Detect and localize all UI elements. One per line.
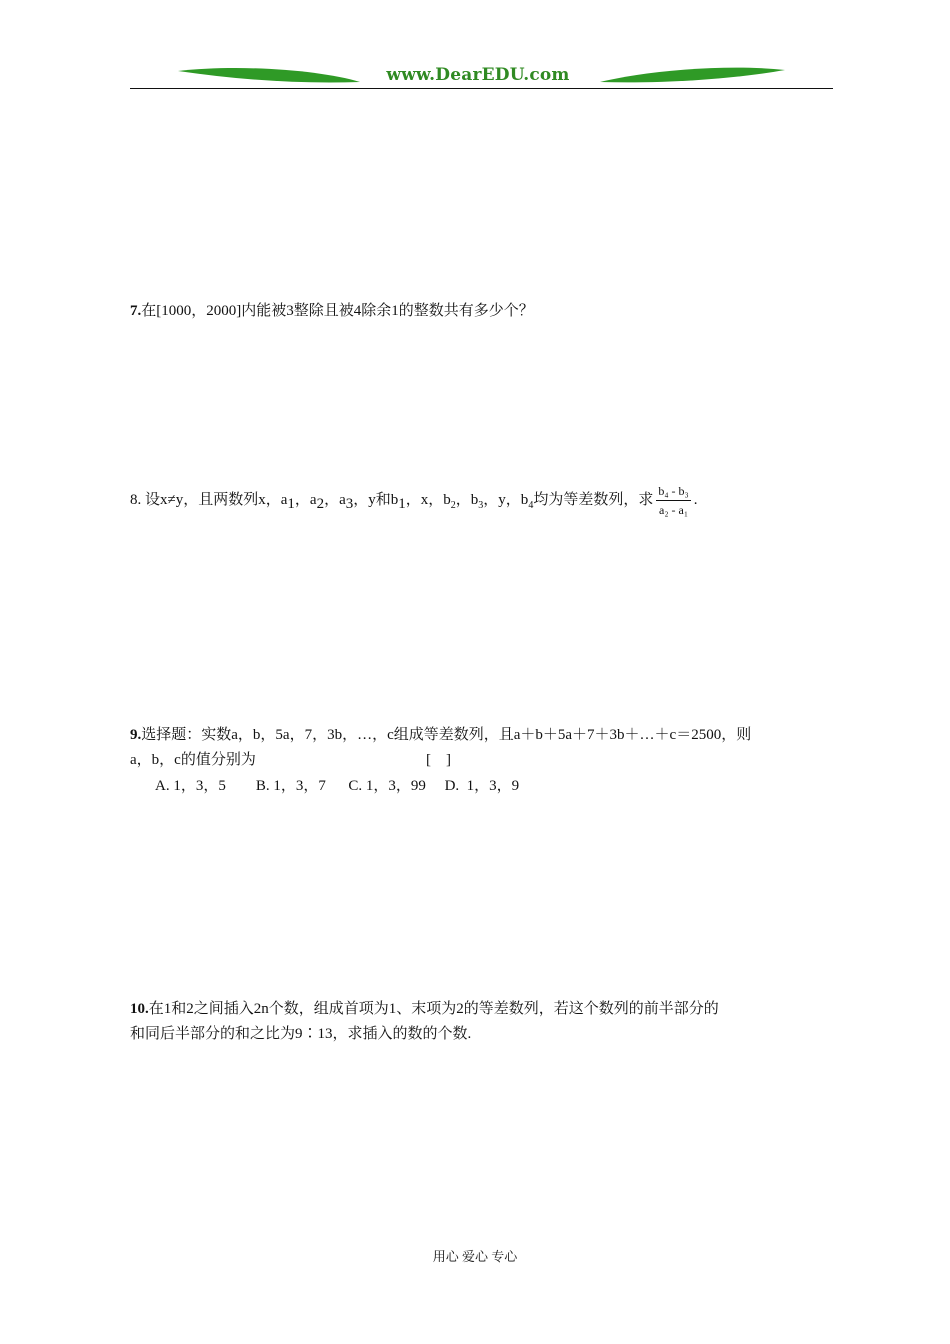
- question-8: [130, 484, 820, 518]
- fraction-numerator: b₄ - b₃: [656, 484, 690, 501]
- question-number: 7.: [130, 303, 142, 319]
- question-text: ，a: [324, 491, 346, 508]
- question-number: 8.: [130, 491, 142, 508]
- subscript: 2: [316, 495, 325, 512]
- question-text: 和同后半部分的和之比为9∶13，求插入的数的个数.: [130, 1026, 472, 1042]
- question-text: ，a: [294, 491, 317, 508]
- logo-text: www.DearEDU.com: [386, 65, 570, 85]
- subscript: 4: [528, 499, 534, 511]
- footer-slogan: 用心 爱心 专心: [432, 1249, 518, 1264]
- question-text: ，x，b: [405, 491, 451, 508]
- subscript: 1: [398, 495, 406, 512]
- answer-options: A. 1，3，5 B. 1，3，7 C. 1，3，99 D. 1，3，9: [155, 778, 520, 794]
- question-number: 9.: [130, 727, 142, 743]
- question-text: 设x≠y，且两数列x，a: [145, 491, 288, 508]
- header-logo: [130, 62, 833, 90]
- subscript: 3: [478, 499, 484, 511]
- question-10: [130, 997, 820, 1022]
- subscript: 3: [345, 495, 354, 512]
- question-number: 10.: [130, 1001, 149, 1017]
- question-9-line-2: [130, 748, 820, 773]
- fraction: [656, 484, 690, 517]
- subscript: 2: [450, 499, 456, 511]
- question-text: 选择题：实数a，b，5a，7，3b，…，c组成等差数列，且a＋b＋5a＋7＋3b＋…＋c＝2500，则: [141, 727, 752, 743]
- answer-bracket: [ ]: [426, 752, 451, 768]
- fraction-denominator: a₂ - a₁: [659, 503, 689, 517]
- question-10-line-2: [130, 1022, 820, 1047]
- question-text: 在1和2之间插入2n个数，组成首项为1、末项为2的等差数列，若这个数列的前半部分的: [148, 1001, 719, 1017]
- question-text: 均为等差数列，求: [533, 491, 654, 508]
- question-text: 在[1000，2000]内能被3整除且被4除余1的整数共有多少个？: [141, 303, 534, 319]
- question-7: [130, 299, 820, 324]
- header-rule: [130, 88, 833, 89]
- question-text: ，y和b: [353, 491, 399, 508]
- question-text: .: [693, 491, 698, 508]
- question-text: ，y，b: [483, 491, 529, 508]
- question-text: ，b: [455, 491, 479, 508]
- question-9: [130, 723, 820, 748]
- question-text: a，b，c的值分别为: [130, 752, 256, 768]
- subscript: 1: [287, 495, 295, 512]
